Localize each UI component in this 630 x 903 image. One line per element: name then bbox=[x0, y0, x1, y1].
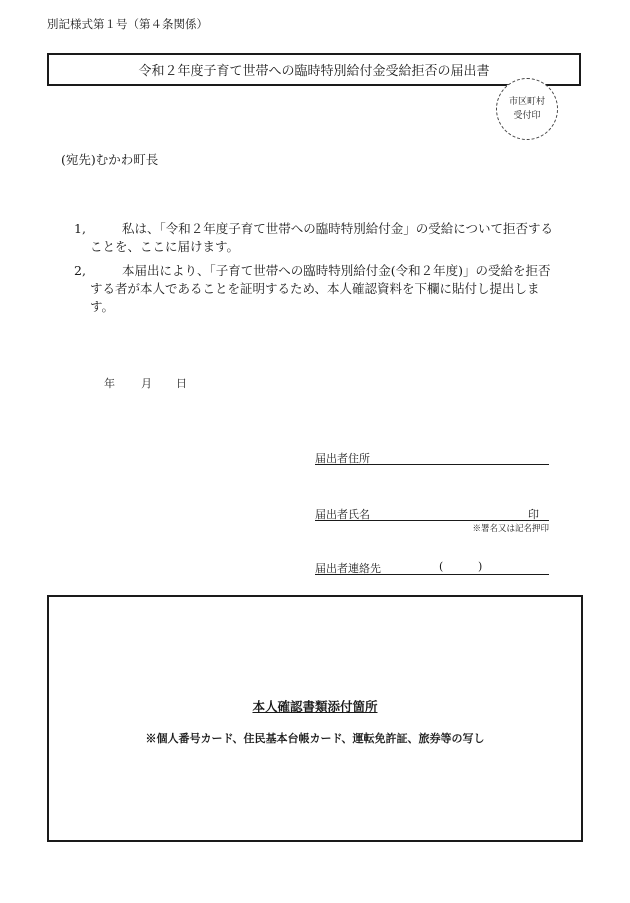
attachment-title bbox=[47, 697, 583, 715]
item-number: 2, bbox=[74, 263, 86, 278]
attachment-note: ※個人番号カード、住民基本台帳カード、運転免許証、旅券等の写し bbox=[145, 732, 485, 745]
signature-note: ※署名又は記名押印 bbox=[472, 524, 549, 534]
name-field[interactable] bbox=[315, 506, 549, 521]
item-number: 1, bbox=[74, 221, 86, 236]
item-text: 本届出により、「子育て世帯への臨時特別給付金(令和２年度)」の受給を拒否する者が本人であることを証明するため、本人確認資料を下欄に貼付し提出します。 bbox=[90, 263, 551, 314]
stamp-line-1: 市区町村 bbox=[508, 97, 545, 107]
item-text: 私は、「令和２年度子育て世帯への臨時特別給付金」の受給について拒否することを、ここに届けます。 bbox=[90, 221, 554, 254]
document-title: 令和２年度子育て世帯への臨時特別給付金受給拒否の届出書 bbox=[138, 64, 490, 79]
paren-open: ( bbox=[439, 560, 444, 573]
paren-close: ) bbox=[478, 560, 483, 573]
seal-mark: 印 bbox=[528, 508, 539, 521]
document-title-box bbox=[47, 53, 581, 86]
id-attachment-area bbox=[47, 595, 583, 842]
contact-label: 届出者連絡先 bbox=[315, 562, 381, 575]
attachment-title-text: 本人確認書類添付箇所 bbox=[252, 699, 378, 714]
stamp-line-2: 受付印 bbox=[513, 111, 541, 121]
reception-stamp-circle bbox=[496, 78, 558, 140]
contact-field[interactable] bbox=[315, 560, 549, 575]
name-label: 届出者氏名 bbox=[315, 508, 370, 521]
address-label: 届出者住所 bbox=[315, 452, 370, 465]
address-field[interactable] bbox=[315, 450, 549, 465]
addressee: (宛先)むかわ町長 bbox=[61, 152, 159, 167]
date-day-label: 日 bbox=[176, 377, 187, 390]
date-year-label: 年 bbox=[104, 377, 115, 390]
form-id: 別記様式第１号（第４条関係） bbox=[47, 17, 208, 31]
list-item bbox=[74, 220, 554, 256]
list-item bbox=[74, 262, 554, 316]
date-month-label: 月 bbox=[141, 377, 152, 390]
